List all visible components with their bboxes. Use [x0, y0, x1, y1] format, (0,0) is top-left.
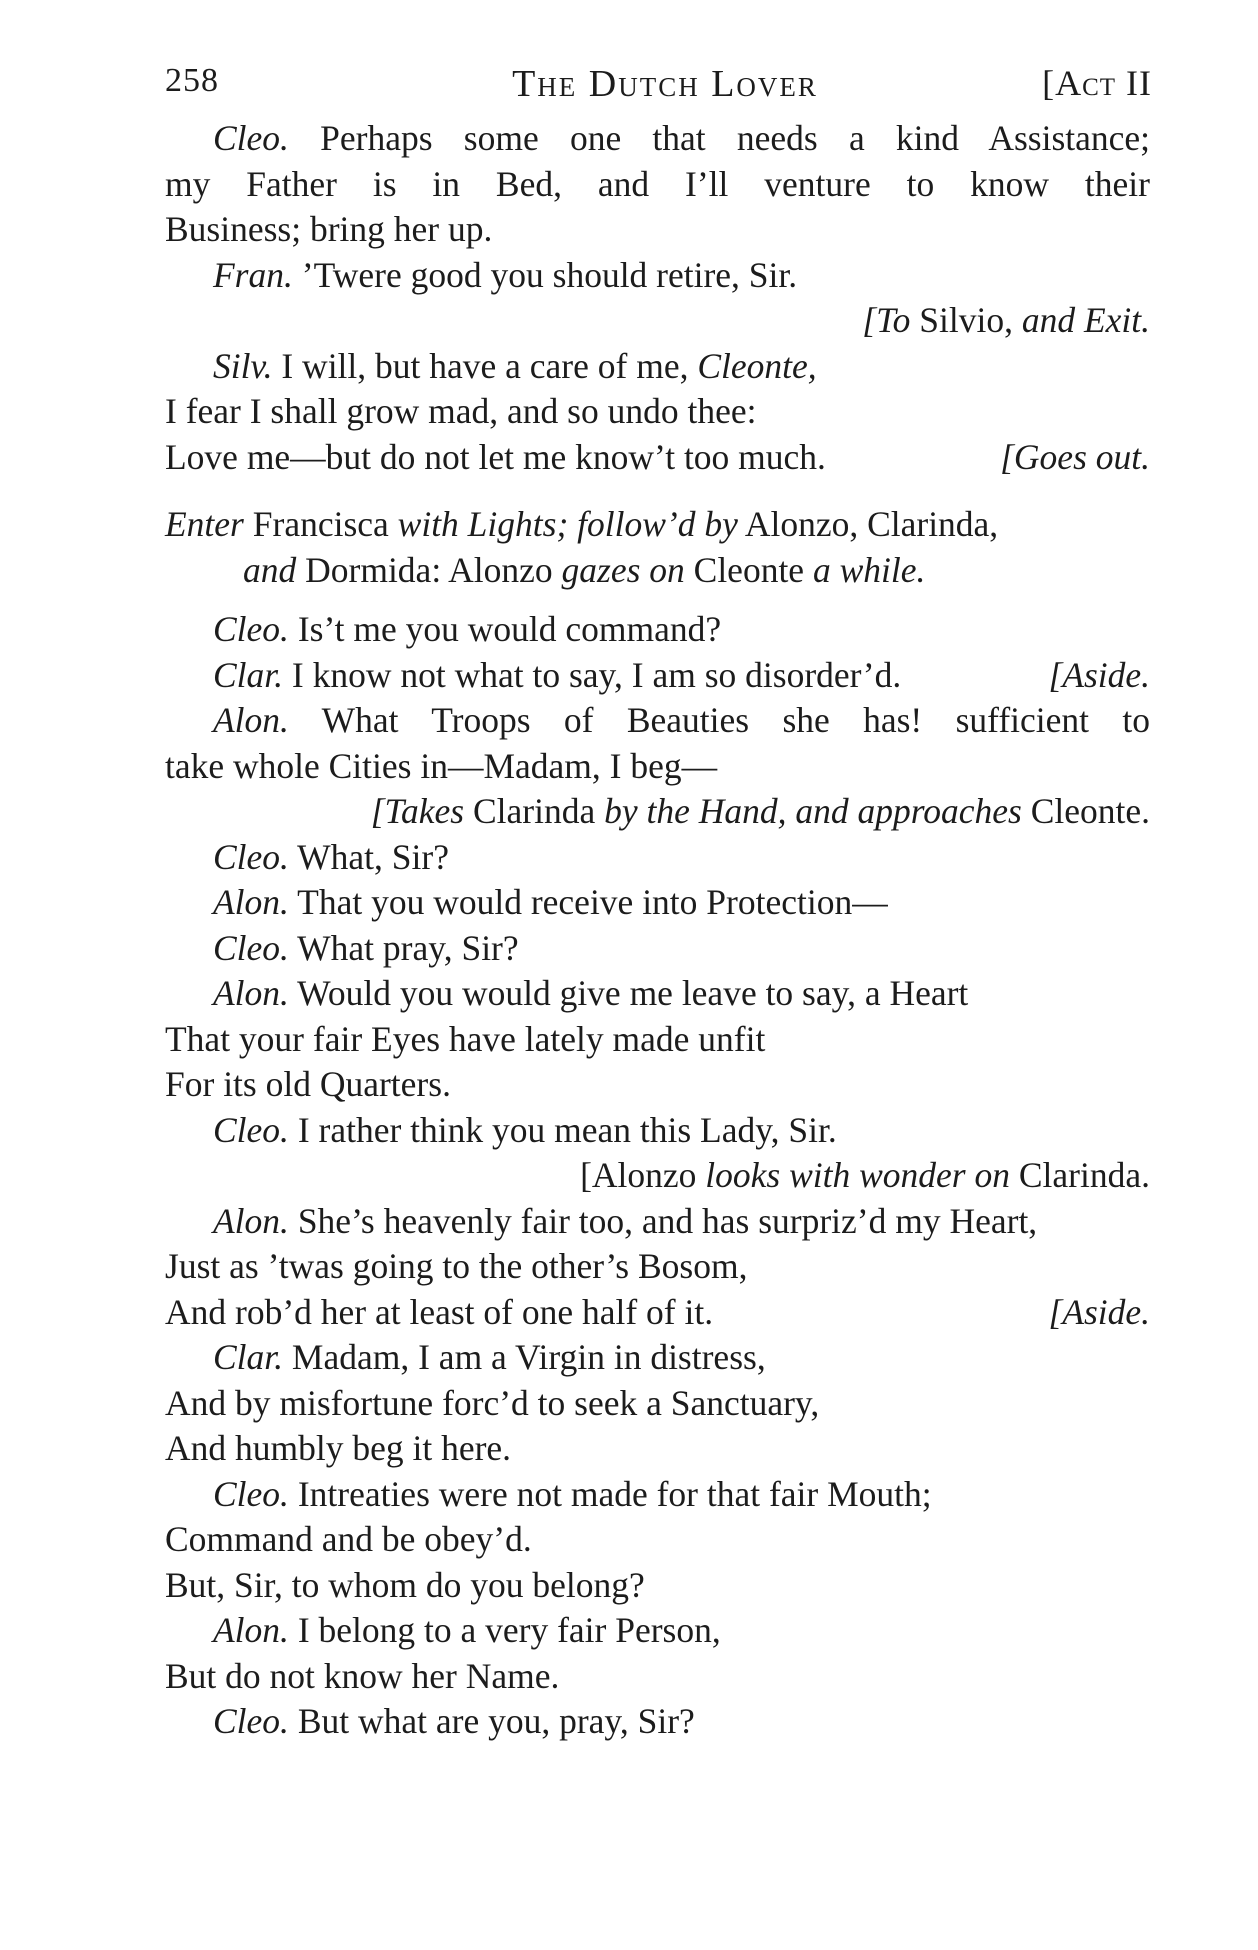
speech: ’Twere good you should retire, Sir.	[301, 254, 798, 295]
act-label: [Act II	[1042, 63, 1152, 103]
speech: Would you would give me leave to say, a Heart	[297, 973, 969, 1013]
speech: Intreaties were not made for that fair Mouth;	[297, 1473, 932, 1514]
speech: But what are you, pray, Sir?	[297, 1701, 695, 1741]
entrance-direction: and Dormida: Alonzo gazes on Cleonte a while.	[243, 549, 926, 590]
entrance-direction: Enter Francisca with Lights; follow’d by Alonzo, Clarinda,	[165, 504, 999, 544]
speech: What Troops of Beauties she has! sufficient to	[321, 700, 1150, 740]
text-line	[165, 698, 1150, 744]
text-line: Business; bring her up.	[165, 209, 493, 249]
text-line	[165, 1290, 1150, 1336]
speaker: Cleo.	[213, 1701, 289, 1741]
stage-direction: [Takes Clarinda by the Hand, and approaches Cleonte.	[370, 791, 1150, 831]
speech: Is’t me you would command?	[297, 609, 722, 649]
text-line	[165, 1699, 1150, 1745]
stage-direction: [Goes out.	[1000, 436, 1150, 477]
speech: I rather think you mean this Lady, Sir.	[297, 1109, 837, 1150]
play-text	[165, 116, 1150, 1745]
speech: She’s heavenly fair too, and has surpriz’d my Heart,	[297, 1200, 1038, 1241]
stage-direction: [Alonzo looks with wonder on Clarinda.	[580, 1155, 1150, 1195]
speech: Madam, I am a Virgin in distress,	[291, 1337, 766, 1377]
text-line: Command and be obey’d.	[165, 1519, 532, 1559]
page-number: 258	[165, 62, 219, 99]
text-line	[165, 1199, 1150, 1245]
speaker: Alon.	[213, 882, 289, 922]
speaker: Cleo.	[213, 1473, 289, 1514]
text-line	[165, 1472, 1150, 1518]
speech: I belong to a very fair Person,	[297, 1610, 721, 1650]
speech: I will, but have a care of me,	[281, 345, 689, 386]
speaker: Cleo.	[213, 1109, 289, 1150]
speaker: Alon.	[213, 700, 289, 740]
speaker: Silv.	[213, 345, 273, 386]
speaker: Cleo.	[213, 836, 289, 877]
text-line	[165, 1108, 1150, 1154]
text-line: But do not know her Name.	[165, 1655, 560, 1696]
spacer	[165, 593, 1150, 607]
text-line: Silv. I will, but have a care of me, Cleonte,	[213, 345, 817, 386]
text-line	[165, 653, 1150, 699]
stage-direction: [Aside.	[1048, 654, 1150, 695]
text-line: That your fair Eyes have lately made unfit	[165, 1018, 766, 1059]
running-header	[165, 62, 1165, 114]
speaker: Alon.	[213, 1610, 289, 1650]
text-line: take whole Cities in—Madam, I beg—	[165, 745, 718, 786]
speaker: Alon.	[213, 1200, 289, 1241]
book-title: The Dutch Lover	[512, 63, 818, 105]
text-line: my Father is in Bed, and I’ll venture to know their	[165, 163, 1150, 204]
speech: Perhaps some one that needs a kind Assistance;	[320, 118, 1151, 158]
text-line	[165, 880, 1150, 926]
text-line	[165, 435, 1150, 481]
speech: Love me—but do not let me know’t too much.	[165, 436, 826, 477]
speaker: Cleo.	[213, 927, 289, 968]
speaker: Alon.	[213, 973, 289, 1013]
text-line	[165, 116, 1150, 162]
spacer	[165, 480, 1150, 502]
stage-direction: [To Silvio, and Exit.	[862, 300, 1150, 340]
text-line	[165, 1608, 1150, 1654]
speech: What, Sir?	[297, 836, 449, 877]
text-line	[165, 253, 1150, 299]
text-line: Just as ’twas going to the other’s Bosom,	[165, 1246, 748, 1286]
text-line: I fear I shall grow mad, and so undo thee:	[165, 391, 757, 431]
speaker: Cleo.	[213, 118, 289, 158]
text-line: For its old Quarters.	[165, 1064, 451, 1104]
speaker: Clar.	[213, 654, 284, 695]
text-line: And by misfortune forc’d to seek a Sanctuary,	[165, 1382, 820, 1423]
speech: That you would receive into Protection—	[297, 882, 888, 922]
speaker: Clar.	[213, 1337, 284, 1377]
text-line	[165, 971, 1150, 1017]
speech: And rob’d her at least of one half of it.	[165, 1291, 714, 1332]
text-line: But, Sir, to whom do you belong?	[165, 1564, 645, 1605]
text-line	[165, 607, 1150, 653]
text-line	[165, 1335, 1150, 1381]
speaker: Cleo.	[213, 609, 289, 649]
speech: I know not what to say, I am so disorder’d.	[291, 654, 902, 695]
stage-direction: [Aside.	[1048, 1291, 1150, 1332]
speaker: Fran.	[213, 254, 293, 295]
text-line	[165, 835, 1150, 881]
text-line	[165, 926, 1150, 972]
speech: What pray, Sir?	[297, 927, 519, 968]
text-line: And humbly beg it here.	[165, 1428, 512, 1468]
